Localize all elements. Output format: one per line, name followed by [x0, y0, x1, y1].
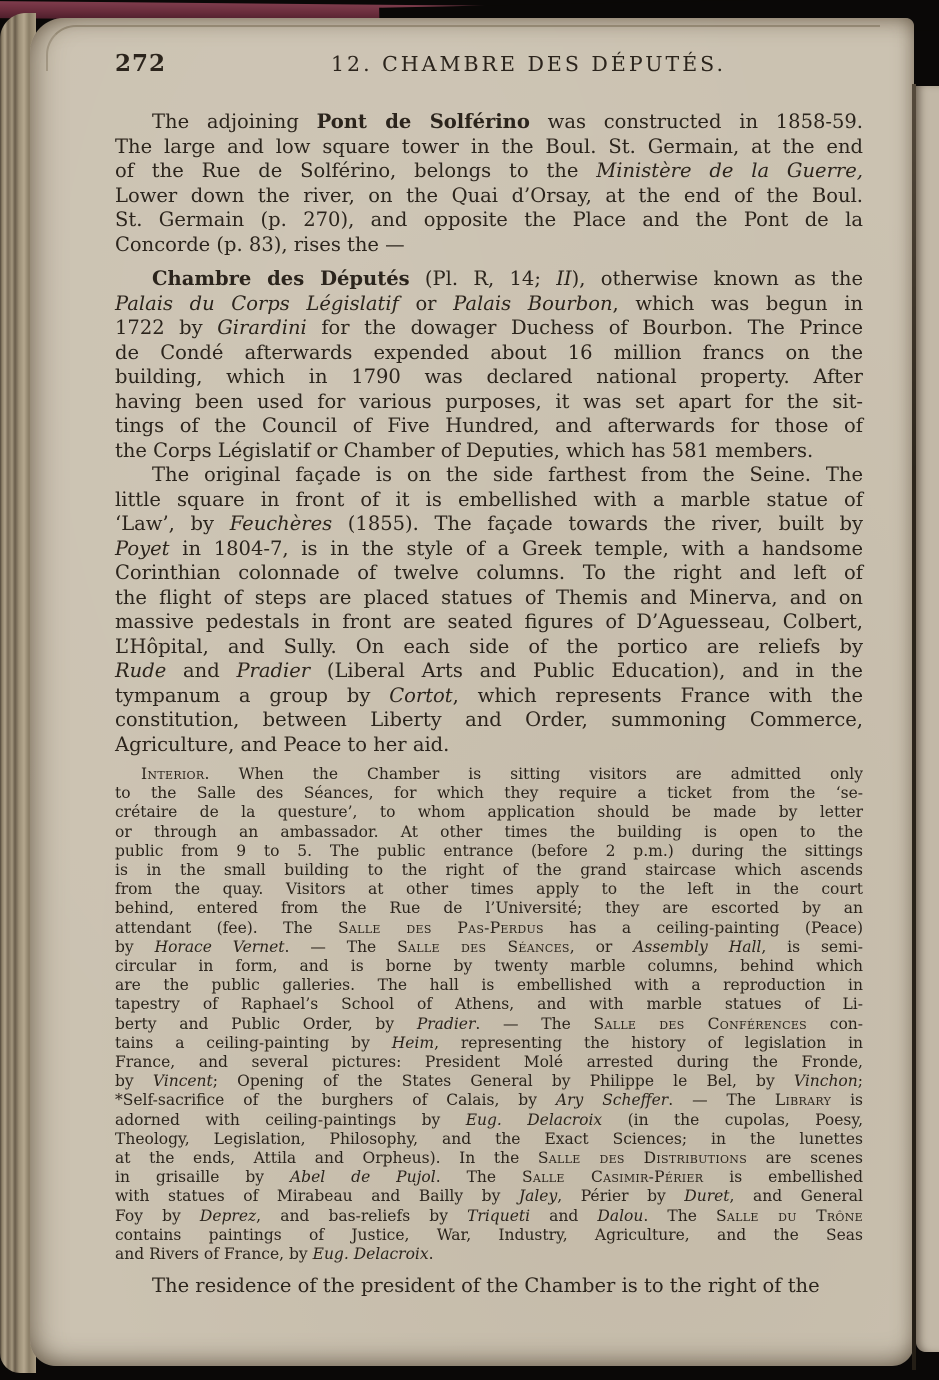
- text-run: berty and Public Order, by: [115, 1014, 417, 1033]
- text-line: [115, 610, 863, 635]
- text-run: are scenes: [747, 1149, 863, 1168]
- text-run: of the Rue de Solférino, belongs to the: [115, 159, 597, 182]
- text-run: having been used for various purposes, it was set apart for the sit-: [115, 389, 863, 413]
- text-line: [115, 1015, 863, 1034]
- text-line: [115, 1168, 863, 1187]
- text-run: ;: [857, 1072, 863, 1091]
- text-run: , which represents France with the: [452, 683, 863, 707]
- text-line: [115, 414, 863, 439]
- smallcaps-run: Salle des Conférences: [593, 1014, 808, 1033]
- text-run: at the ends, Attila and Orpheus). In the: [115, 1149, 538, 1168]
- text-line: [115, 341, 863, 366]
- text-run: . The: [435, 1168, 522, 1187]
- text-run: by: [115, 937, 155, 956]
- running-title: 12. CHAMBRE DES DÉPUTÉS.: [331, 52, 726, 76]
- paragraph: [115, 267, 863, 463]
- italic-run: Ministère de la Guerre,: [596, 159, 863, 182]
- smallcaps-run: Salle Casimir-Périer: [522, 1168, 704, 1187]
- italic-run: Abel de Pujol: [289, 1168, 436, 1187]
- text-line: [115, 842, 863, 861]
- text-run: by: [115, 1072, 153, 1091]
- text-line: [115, 733, 863, 758]
- text-line: [115, 1149, 863, 1168]
- italic-run: Jaley: [518, 1187, 558, 1206]
- text-run: circular in form, and is borne by twenty marble columns, behind which: [115, 957, 863, 976]
- text-line: [115, 1245, 863, 1264]
- text-run: Concorde (p. 83), rises the —: [115, 232, 405, 256]
- text-run: Lower down the river, on the Quai d’Orsay, at the end of the Boul.: [115, 183, 863, 207]
- italic-run: Pradier: [416, 1014, 476, 1033]
- text-line: [115, 1053, 863, 1072]
- text-run: The large and low square tower in the Boul. St. Germain, at the end: [115, 134, 863, 158]
- page-number: 272: [115, 50, 167, 77]
- text-run: and: [530, 1206, 598, 1225]
- page-text: [115, 110, 863, 1299]
- text-line: [115, 803, 863, 822]
- text-run: . — The: [284, 937, 398, 956]
- text-run: When the Chamber is sitting visitors are admitted only: [209, 765, 863, 783]
- text-line: [115, 1226, 863, 1245]
- text-run: ), otherwise known as the: [571, 267, 863, 290]
- text-line: [115, 1091, 863, 1110]
- text-run: in 1804-7, is in the style of a Greek temple, with a handsome: [169, 536, 863, 560]
- paragraph: [115, 463, 863, 757]
- italic-run: Vincent: [152, 1072, 213, 1091]
- text-run: massive pedestals in front are seated figures of D’Aguesseau, Colbert,: [115, 610, 863, 633]
- paragraph: [115, 765, 863, 1264]
- text-run: for the dowager Duchess of Bourbon. The Prince: [306, 316, 864, 339]
- text-run: tympanum a group by: [115, 683, 390, 707]
- text-run: behind, entered from the Rue de l’Université; they are escorted by an: [115, 899, 863, 918]
- text-line: [115, 184, 863, 209]
- text-line: [115, 292, 863, 317]
- text-run: or: [398, 291, 454, 315]
- text-line: [115, 861, 863, 880]
- italic-run: Eug. Delacroix: [465, 1110, 603, 1129]
- facing-page-sliver: [916, 86, 939, 1352]
- text-line: [115, 635, 863, 660]
- smallcaps-run: Salle des Pas-Perdus: [338, 918, 544, 937]
- text-line: [115, 957, 863, 976]
- text-run: or through an ambassador. At other times the building is open to the: [115, 822, 863, 841]
- text-run: , and bas-reliefs by: [256, 1206, 468, 1225]
- text-line: [115, 1274, 863, 1299]
- text-run: , representing the history of legislation in: [434, 1033, 864, 1052]
- text-line: [115, 586, 863, 611]
- text-run: , which was begun in: [612, 291, 863, 315]
- paragraph: [115, 1274, 863, 1299]
- text-line: [115, 1034, 863, 1053]
- smallcaps-run: Interior.: [141, 765, 210, 783]
- smallcaps-run: Library: [774, 1091, 832, 1110]
- text-run: the Corps Législatif or Chamber of Deputies, which has 581 members.: [115, 438, 814, 462]
- text-line: [115, 439, 863, 464]
- italic-run: Girardini: [217, 316, 307, 339]
- text-run: adorned with ceiling-paintings by: [115, 1110, 466, 1129]
- italic-run: Deprez: [199, 1206, 257, 1225]
- italic-run: Cortot: [389, 683, 453, 707]
- text-run: ‘Law’, by: [115, 512, 230, 535]
- text-line: [115, 823, 863, 842]
- text-run: L’Hôpital, and Sully. On each side of the portico are reliefs by: [115, 634, 863, 658]
- smallcaps-run: Salle du Trône: [716, 1206, 863, 1225]
- text-run: tains a ceiling-painting by: [115, 1033, 392, 1052]
- italic-run: Duret: [684, 1187, 730, 1206]
- text-run: The adjoining: [152, 110, 317, 133]
- text-run: attendant (fee). The: [115, 918, 338, 937]
- text-run: France, and several pictures: President Molé arrested during the Fronde,: [115, 1053, 863, 1072]
- text-line: [115, 267, 863, 292]
- text-line: [115, 995, 863, 1014]
- text-line: [115, 1187, 863, 1206]
- text-line: [115, 708, 863, 733]
- italic-run: Rude: [115, 659, 167, 682]
- text-run: , is semi-: [761, 937, 863, 956]
- text-run: little square in front of it is embellished with a marble statue of: [115, 487, 863, 511]
- italic-run: Palais du Corps Législatif: [115, 291, 399, 315]
- text-line: [115, 537, 863, 562]
- text-line: [115, 919, 863, 938]
- text-run: public from 9 to 5. The public entrance (before 2 p.m.) during the sittings: [115, 841, 863, 860]
- italic-run: Ary Scheffer: [555, 1091, 669, 1110]
- italic-run: Eug. Delacroix: [312, 1245, 429, 1264]
- text-run: Theology, Legislation, Philosophy, and the Exact Sciences; in the lunettes: [115, 1129, 863, 1148]
- italic-run: Feuchères: [229, 512, 333, 535]
- text-run: . The: [643, 1206, 716, 1225]
- text-run: Foy by: [115, 1206, 200, 1225]
- text-run: in grisaille by: [115, 1168, 290, 1187]
- text-line: [115, 1111, 863, 1130]
- text-run: to the Salle des Séances, for which they require a ticket from the ‘se-: [115, 784, 863, 803]
- text-line: [115, 976, 863, 995]
- text-run: with statues of Mirabeau and Bailly by: [115, 1187, 519, 1206]
- page-header: [115, 48, 863, 80]
- text-line: [115, 208, 863, 233]
- text-run: and Rivers of France, by: [115, 1245, 313, 1264]
- italic-run: Triqueti: [467, 1206, 531, 1225]
- text-run: de Condé afterwards expended about 16 million francs on the: [115, 340, 863, 364]
- text-run: (Liberal Arts and Public Education), and in the: [310, 659, 863, 682]
- page-text-column: [115, 48, 863, 1299]
- italic-run: Vinchon: [793, 1072, 858, 1091]
- text-run: are the public galleries. The hall is embellished with a reproduction in: [115, 976, 863, 995]
- text-line: [115, 1072, 863, 1091]
- text-line: [115, 365, 863, 390]
- text-line: [115, 110, 863, 135]
- text-run: building, which in 1790 was declared national property. After: [115, 365, 863, 388]
- text-line: [115, 1207, 863, 1226]
- italic-run: Heim: [391, 1033, 435, 1052]
- bold-run: Chambre des Députés: [152, 267, 410, 290]
- text-run: tings of the Council of Five Hundred, and afterwards for those of: [115, 414, 863, 437]
- text-run: *Self-sacrifice of the burghers of Calais, by: [115, 1091, 556, 1110]
- text-run: The original façade is on the side farthest from the Seine. The: [152, 463, 863, 486]
- text-run: is in the small building to the right of the grand staircase which ascends: [115, 861, 863, 880]
- text-run: . — The: [668, 1091, 775, 1110]
- text-run: . — The: [475, 1014, 594, 1033]
- text-run: was constructed in 1858-59.: [529, 110, 863, 133]
- text-line: [115, 316, 863, 341]
- text-line: [115, 899, 863, 918]
- text-line: [115, 938, 863, 957]
- book-page: [30, 18, 914, 1366]
- text-run: Corinthian colonnade of twelve columns. To the right and left of: [115, 561, 863, 584]
- text-run: constitution, between Liberty and Order, summoning Commerce,: [115, 708, 863, 731]
- text-run: (in the cupolas, Poesy,: [602, 1110, 864, 1129]
- text-line: [115, 561, 863, 586]
- text-run: is: [831, 1091, 864, 1110]
- smallcaps-run: Salle des Séances: [397, 937, 570, 956]
- text-run: (Pl. R, 14;: [409, 267, 557, 290]
- text-line: [115, 512, 863, 537]
- italic-run: Dalou: [597, 1206, 644, 1225]
- paragraph: [115, 110, 863, 257]
- text-run: tapestry of Raphael’s School of Athens, and with marble statues of Li-: [115, 995, 863, 1014]
- text-run: , or: [569, 937, 634, 956]
- text-run: .: [428, 1245, 434, 1264]
- text-line: [115, 463, 863, 488]
- text-run: the flight of steps are placed statues of Themis and Minerva, and on: [115, 585, 863, 609]
- text-run: , Périer by: [557, 1187, 685, 1206]
- text-line: [115, 390, 863, 415]
- text-run: con-: [807, 1014, 863, 1033]
- text-line: [115, 488, 863, 513]
- text-run: is embellished: [703, 1168, 864, 1187]
- text-line: [115, 135, 863, 160]
- text-run: 1722 by: [115, 316, 218, 339]
- text-line: [115, 159, 863, 184]
- italic-run: Horace Vernet: [154, 937, 285, 956]
- italic-run: Palais Bourbon: [453, 291, 613, 315]
- text-run: (1855). The façade towards the river, built by: [332, 512, 863, 535]
- text-run: contains paintings of Justice, War, Industry, Agriculture, and the Seas: [115, 1225, 863, 1244]
- bold-run: Pont de Solférino: [316, 110, 530, 133]
- smallcaps-run: Salle des Distributions: [537, 1149, 748, 1168]
- text-line: [115, 784, 863, 803]
- italic-run: II: [556, 267, 572, 290]
- text-run: has a ceiling-painting (Peace): [543, 918, 863, 937]
- text-run: ; Opening of the States General by Philippe le Bel, by: [212, 1072, 794, 1091]
- text-line: [115, 1130, 863, 1149]
- text-run: from the quay. Visitors at other times apply to the left in the court: [115, 880, 863, 899]
- text-run: and: [166, 659, 237, 682]
- text-line: [115, 233, 863, 258]
- text-run: , and General: [729, 1187, 863, 1206]
- text-run: St. Germain (p. 270), and opposite the Place and the Pont de la: [115, 208, 863, 231]
- italic-run: Pradier: [236, 659, 311, 682]
- italic-run: Assembly Hall: [633, 937, 762, 956]
- text-run: The residence of the president of the Chamber is to the right of the: [152, 1274, 820, 1298]
- text-line: [115, 684, 863, 709]
- text-run: Agriculture, and Peace to her aid.: [115, 732, 450, 756]
- italic-run: Poyet: [115, 536, 170, 560]
- text-line: [115, 765, 863, 784]
- text-line: [115, 659, 863, 684]
- text-run: crétaire de la questure’, to whom application should be made by letter: [115, 803, 863, 822]
- text-line: [115, 880, 863, 899]
